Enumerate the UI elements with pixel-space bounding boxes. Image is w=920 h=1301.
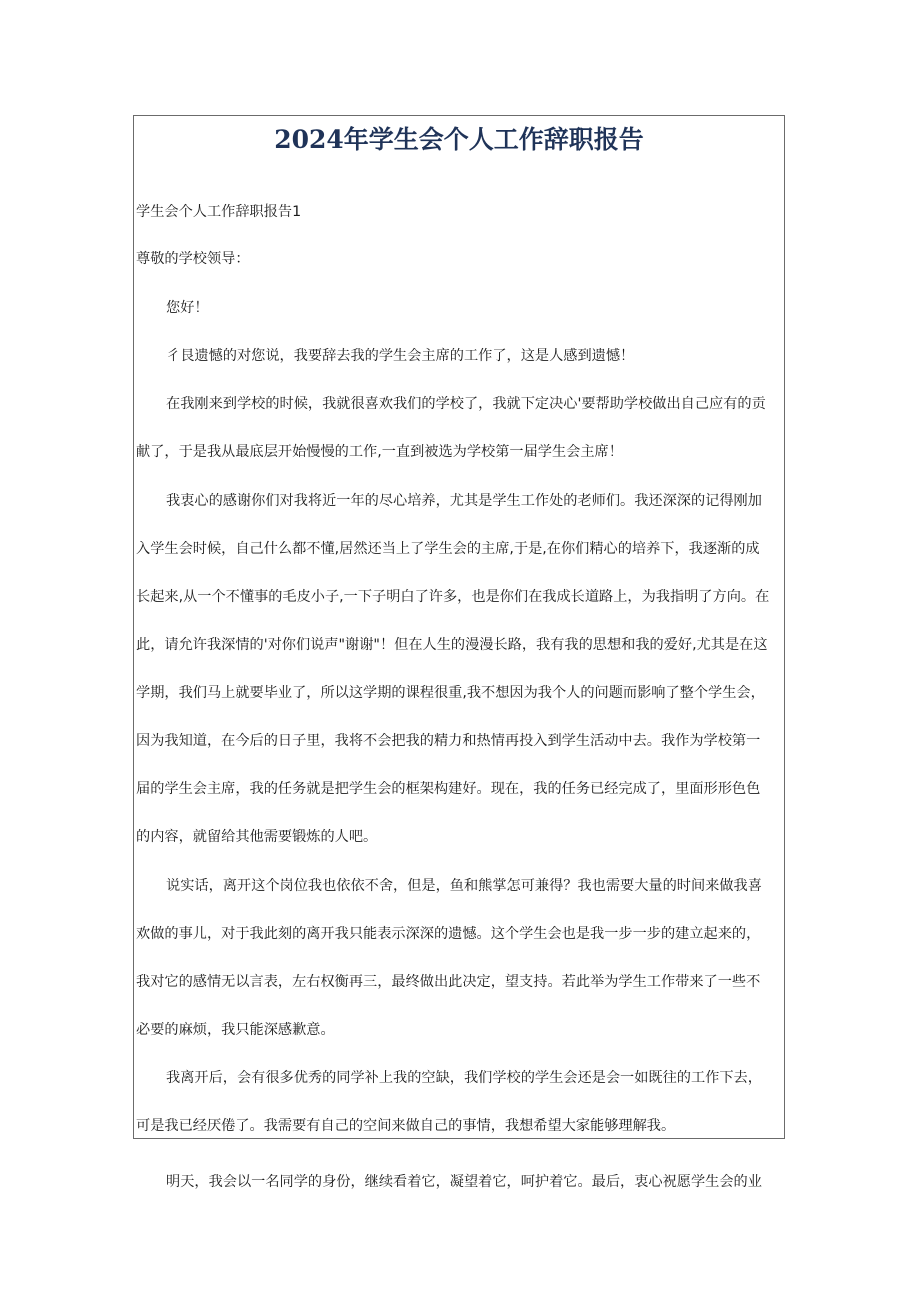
paragraph-line: 欢做的事儿，对于我此刻的离开我只能表示深深的遗憾。这个学生会也是我一步一步的建立起来的， (136, 926, 761, 942)
paragraph-line: 此，请允许我深情的'对你们说声"谢谢"！但在人生的漫漫长路，我有我的思想和我的爱好,尤其是在这 (136, 637, 768, 653)
paragraph-line: 在我刚来到学校的时候，我就很喜欢我们的学校了，我就下定决心'要帮助学校做出自己应有的贡 (166, 396, 766, 412)
document-title: 2024年学生会个人工作辞职报告 (274, 125, 644, 154)
paragraph-line: 可是我已经厌倦了。我需要有自己的空间来做自己的事情，我想希望大家能够理解我。 (136, 1118, 676, 1134)
paragraph-line: 因为我知道，在今后的日子里，我将不会把我的精力和热情再投入到学生活动中去。我作为学校第一 (136, 733, 761, 749)
paragraph-line: 说实话，离开这个岗位我也依依不舍，但是，鱼和熊掌怎可兼得？我也需要大量的时间来做我喜 (166, 878, 762, 894)
paragraph-line: 彳艮遗憾的对您说，我要辞去我的学生会主席的工作了，这是人感到遗憾！ (166, 348, 635, 364)
paragraph-line: 入学生会时候，自己什么都不懂,居然还当上了学生会的主席,于是,在你们精心的培养下，我逐渐的成 (136, 541, 760, 557)
report-heading: 学生会个人工作辞职报告1 (136, 204, 302, 220)
paragraph-line: 我衷心的感谢你们对我将近一年的尽心培养，尤其是学生工作处的老师们。我还深深的记得刚加 (166, 493, 762, 509)
greeting: 您好！ (166, 300, 209, 316)
paragraph-line: 我离开后，会有很多优秀的同学补上我的空缺，我们学校的学生会还是会一如既往的工作下去， (166, 1070, 762, 1086)
paragraph-line: 的内容，就留给其他需要锻炼的人吧。 (136, 829, 378, 845)
paragraph-line: 长起来,从一个不懂事的毛皮小子,一下子明白了许多，也是你们在我成长道路上，为我指明了方向。在 (136, 589, 770, 605)
paragraph-line: 明天，我会以一名同学的身份，继续看着它，凝望着它，呵护着它。最后，衷心祝愿学生会的业 (166, 1174, 762, 1190)
salutation: 尊敬的学校领导： (136, 251, 250, 267)
paragraph-line: 献了，于是我从最底层开始慢慢的工作,一直到被选为学校第一届学生会主席！ (136, 444, 623, 460)
paragraph-line: 届的学生会主席，我的任务就是把学生会的框架构建好。现在，我的任务已经完成了，里面形形色色 (136, 781, 761, 797)
paragraph-line: 学期，我们马上就要毕业了，所以这学期的课程很重,我不想因为我个人的问题而影响了整个学生会， (136, 685, 765, 701)
paragraph-line: 我对它的感情无以言表，左右权衡再三，最终做出此决定，望支持。若此举为学生工作带来了一些不 (136, 974, 761, 990)
paragraph-line: 必要的麻烦，我只能深感歉意。 (136, 1022, 335, 1038)
